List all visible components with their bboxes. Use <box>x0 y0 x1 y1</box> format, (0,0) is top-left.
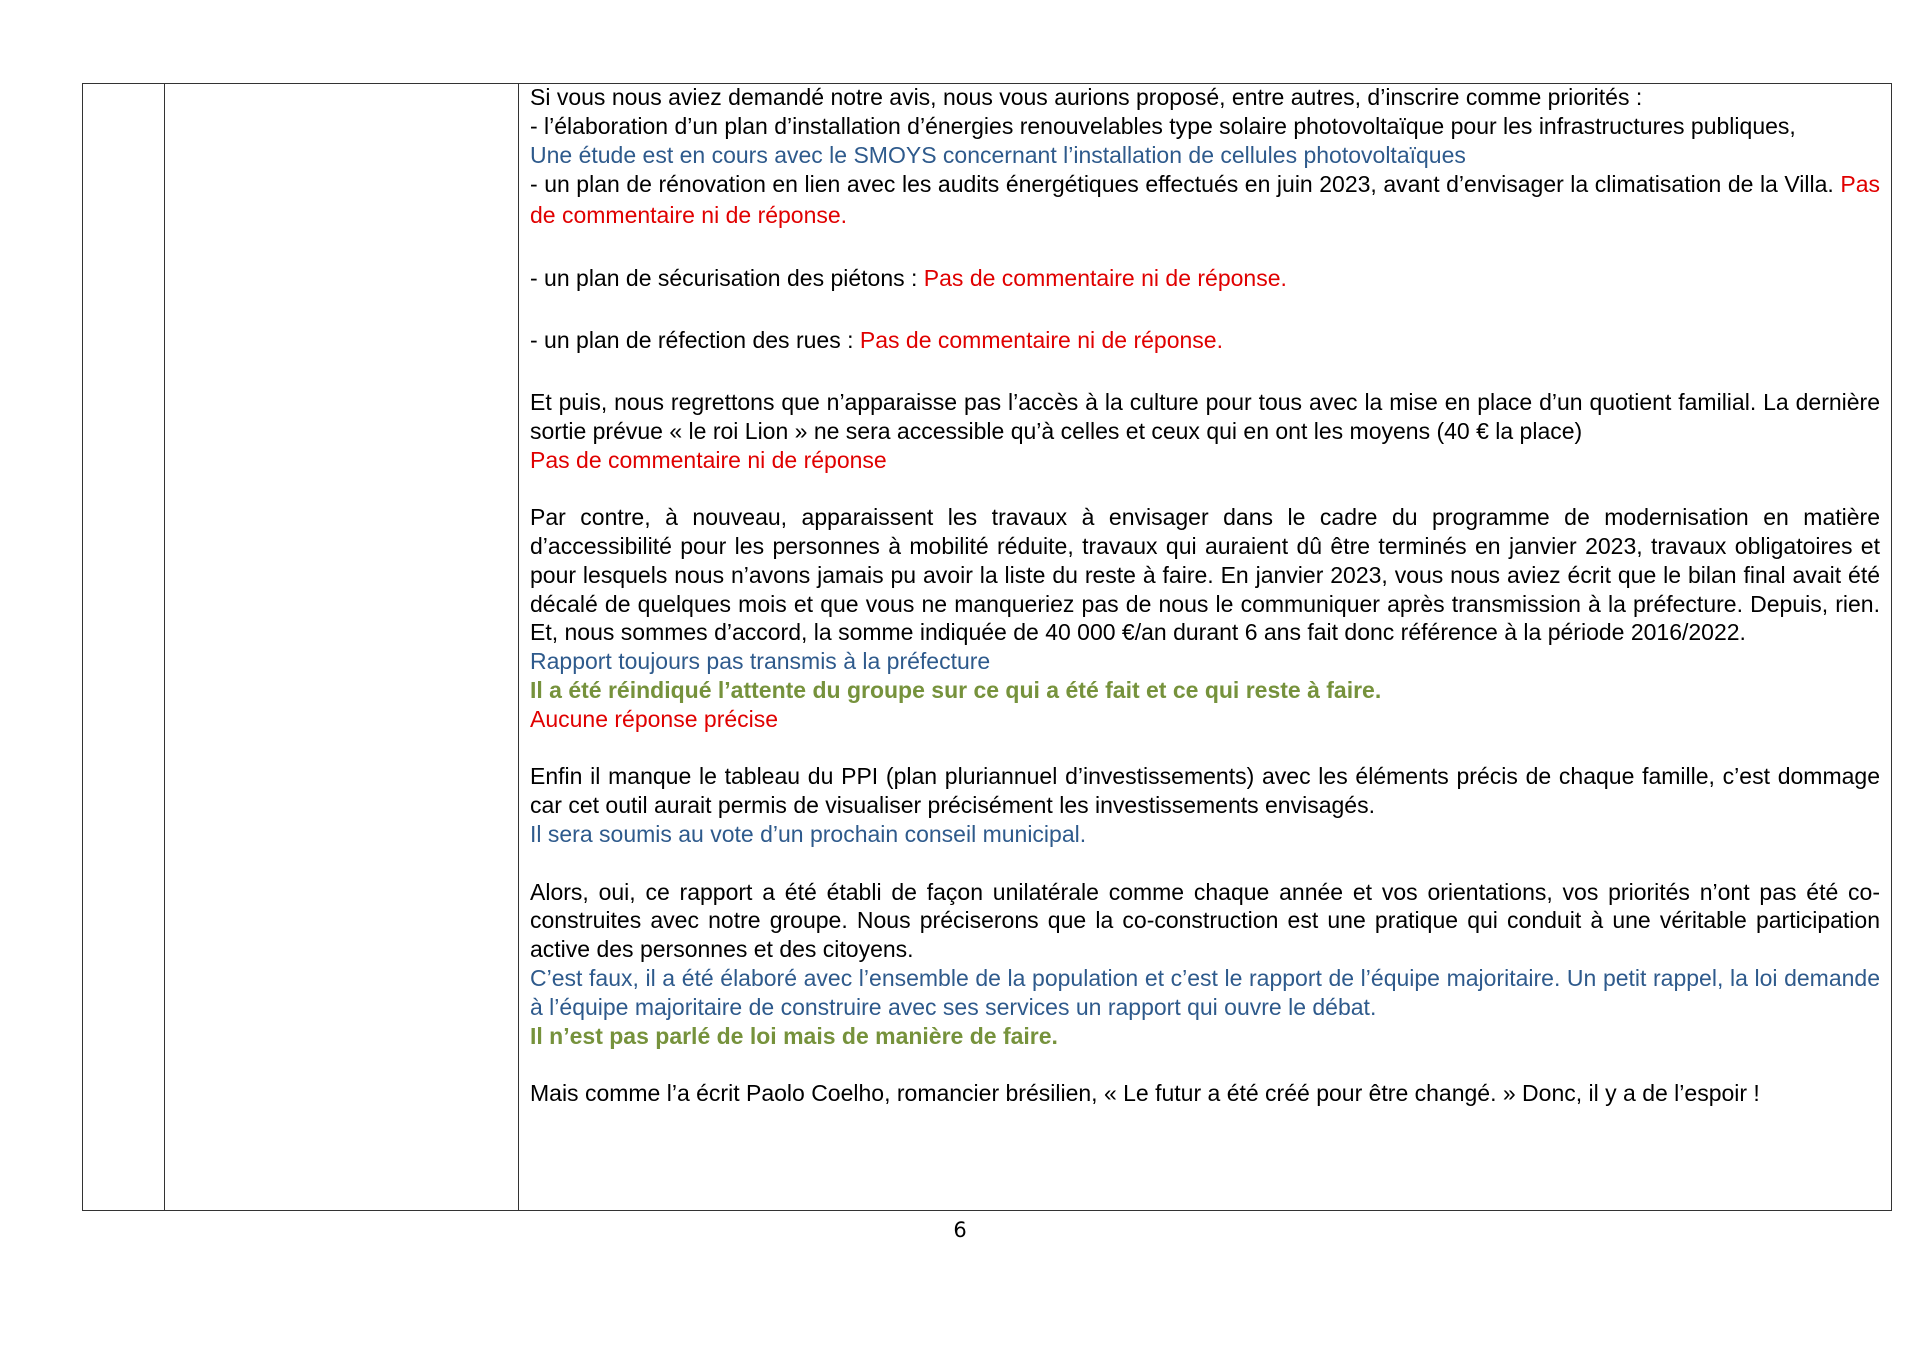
paragraph-text: - un plan de sécurisation des piétons : <box>530 265 918 292</box>
paragraph: - l’élaboration d’un plan d’installation d’énergies renouvelables type solaire photovoltaïque pour les infrastructures publiques, <box>530 112 1796 139</box>
group-comment: Il n’est pas parlé de loi mais de manière de faire. <box>530 1022 1058 1049</box>
paragraph: Mais comme l’a écrit Paolo Coelho, romancier brésilien, « Le futur a été créé pour être changé. » Donc, il y a de l’espoir ! <box>530 1080 1760 1107</box>
paragraph <box>530 326 1880 355</box>
paragraph <box>530 169 1880 231</box>
reply-text: Une étude est en cours avec le SMOYS concernant l’installation de cellules photovoltaïques <box>530 141 1466 168</box>
paragraph-text: - un plan de réfection des rues : <box>530 327 854 354</box>
paragraph: Alors, oui, ce rapport a été établi de façon unilatérale comme chaque année et vos orientations, vos priorités n’ont pas été co-construites avec notre groupe. Nous préciserons que la co-construction est une pratique qui conduit à une véritable participation active des personnes et des citoyens. <box>530 878 1880 963</box>
table-cell-content <box>530 83 1880 1108</box>
no-reply-text: Aucune réponse précise <box>530 705 779 732</box>
no-reply-text: Pas de commentaire ni de réponse. <box>530 171 1880 229</box>
group-comment: Il a été réindiqué l’attente du groupe sur ce qui a été fait et ce qui reste à faire. <box>530 676 1382 703</box>
paragraph-text: - un plan de rénovation en lien avec les audits énergétiques effectués en juin 2023, avant d’envisager la climatisation de la Villa. <box>530 171 1834 198</box>
paragraph: Si vous nous aviez demandé notre avis, nous vous aurions proposé, entre autres, d’inscrire comme priorités : <box>530 84 1643 110</box>
reply-text: C’est faux, il a été élaboré avec l’ensemble de la population et c’est le rapport de l’équipe majoritaire. Un petit rappel, la loi demande à l’équipe majoritaire de construire avec ses services un rapport qui ouvre le débat. <box>530 964 1880 1020</box>
page-number: 6 <box>953 1218 967 1242</box>
reply-text: Rapport toujours pas transmis à la préfecture <box>530 648 991 675</box>
paragraph <box>530 264 1880 293</box>
no-reply-text: Pas de commentaire ni de réponse. <box>923 265 1287 292</box>
paragraph: Par contre, à nouveau, apparaissent les travaux à envisager dans le cadre du programme de modernisation en matière d’accessibilité pour les personnes à mobilité réduite, travaux qui auraient dû être terminés en janvier 2023, travaux obligatoires et pour lesquels nous n’avons jamais pu avoir la liste du reste à faire. En janvier 2023, vous nous aviez écrit que le bilan final avait été décalé de quelques mois et que vous ne manqueriez pas de nous le communiquer après transmission à la préfecture. Depuis, rien. Et, nous sommes d’accord, la somme indiquée de 40 000 €/an durant 6 ans fait donc référence à la période 2016/2022. <box>530 504 1880 646</box>
table-column-divider <box>518 83 519 1211</box>
reply-text: Il sera soumis au vote d’un prochain conseil municipal. <box>530 820 1087 847</box>
paragraph: Et puis, nous regrettons que n’apparaisse pas l’accès à la culture pour tous avec la mise en place d’un quotient familial. La dernière sortie prévue « le roi Lion » ne sera accessible qu’à celles et ceux qui en ont les moyens (40 € la place) <box>530 388 1880 444</box>
table-column-divider <box>164 83 165 1211</box>
no-reply-text: Pas de commentaire ni de réponse. <box>859 327 1223 354</box>
paragraph: Enfin il manque le tableau du PPI (plan pluriannuel d’investissements) avec les éléments précis de chaque famille, c’est dommage car cet outil aurait permis de visualiser précisément les investissements envisagés. <box>530 763 1880 819</box>
no-reply-text: Pas de commentaire ni de réponse <box>530 446 887 473</box>
